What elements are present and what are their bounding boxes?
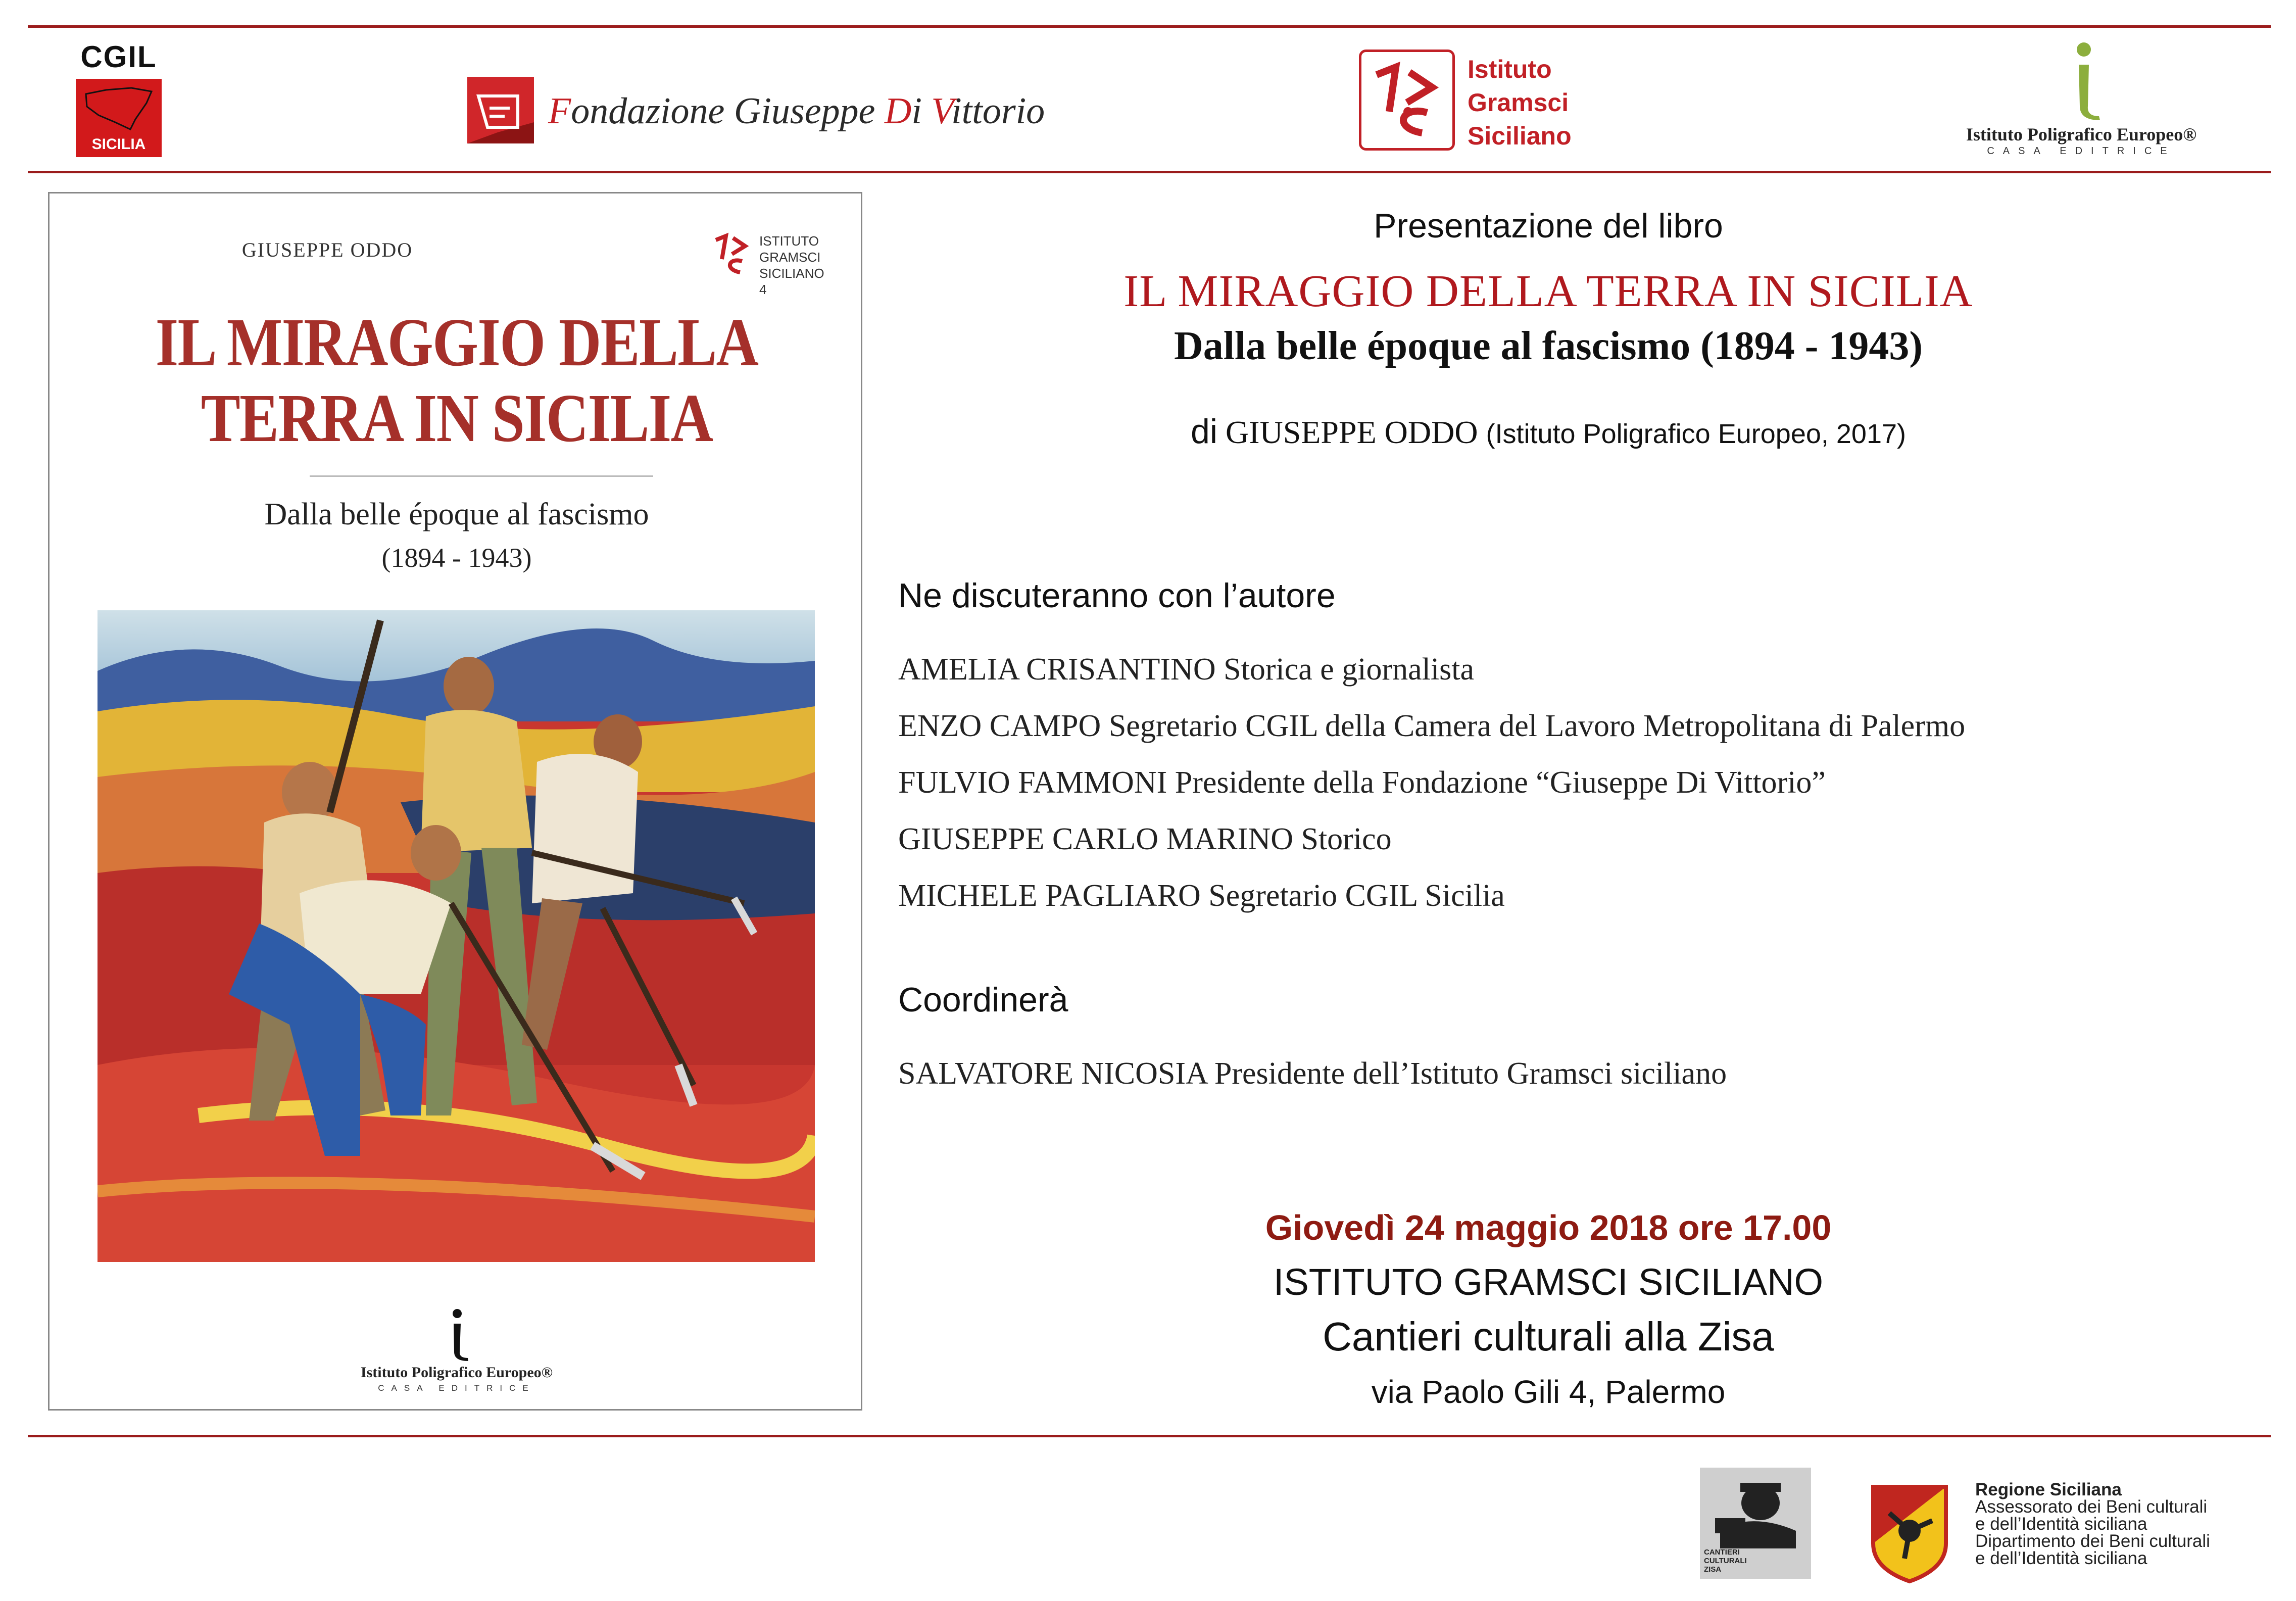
regione-shield-icon xyxy=(1869,1483,1950,1584)
discussant-role: Segretario CGIL della Camera del Lavoro Metropolitana di Palermo xyxy=(1108,709,1966,743)
discussant-role: Presidente della Fondazione “Giuseppe Di Vittorio” xyxy=(1175,765,1826,800)
coordinator-role: Presidente dell’Istituto Gramsci siciliano xyxy=(1214,1056,1727,1091)
cantieri-figure-icon xyxy=(1700,1468,1811,1548)
discussant-item xyxy=(898,765,1826,801)
fondazione-name: Fondazione Giuseppe Di Vittorio xyxy=(548,90,1045,132)
igs-name: Istituto Gramsci Siciliano xyxy=(1468,55,1572,150)
top-rule xyxy=(28,25,2271,28)
regione-text: Regione Siciliana Assessorato dei Beni culturali e dell’Identità siciliana Dipartimento dei Beni culturali e dell’Identità siciliana xyxy=(1975,1480,2210,1568)
igs-mark-icon xyxy=(1359,50,1455,151)
cover-publisher xyxy=(50,1307,864,1393)
igs-small-icon xyxy=(709,229,754,289)
coordinator-item xyxy=(898,1056,1727,1092)
intro-label: Presentazione del libro xyxy=(1374,207,1723,245)
cover-painting xyxy=(97,610,815,1262)
event-venue: ISTITUTO GRAMSCI SICILIANO xyxy=(1273,1261,1824,1303)
header-rule xyxy=(28,171,2271,173)
cgil-region: SICILIA xyxy=(91,136,146,153)
discussant-name: AMELIA CRISANTINO xyxy=(898,652,1216,687)
event-date: Giovedì 24 maggio 2018 ore 17.00 xyxy=(1265,1208,1832,1247)
discussant-item xyxy=(898,878,1505,914)
book-cover xyxy=(48,192,862,1411)
cover-publisher-name: Istituto Poligrafico Europeo® xyxy=(360,1364,553,1381)
cgil-red-box xyxy=(76,79,162,157)
book-byline: di GIUSEPPE ODDO (Istituto Poligrafico Europeo, 2017) xyxy=(1191,412,1906,451)
byline-publisher: (Istituto Poligrafico Europeo, 2017) xyxy=(1486,419,1906,449)
poligrafico-i-icon xyxy=(2054,40,2114,121)
cantieri-text: CANTIERI CULTURALI ZISA xyxy=(1704,1548,1747,1574)
poligrafico-i-icon xyxy=(434,1307,480,1363)
discussant-item xyxy=(898,652,1474,688)
discussant-name: ENZO CAMPO xyxy=(898,709,1101,743)
discussant-item xyxy=(898,708,1965,744)
sicily-outline-icon xyxy=(76,79,162,139)
discussant-name: GIUSEPPE CARLO MARINO xyxy=(898,822,1293,856)
discussant-item xyxy=(898,821,1392,857)
cover-series-text: ISTITUTO GRAMSCI SICILIANO 4 xyxy=(759,233,824,297)
event-place: Cantieri culturali alla Zisa xyxy=(1323,1314,1774,1359)
discussant-role: Storica e giornalista xyxy=(1224,652,1474,687)
discussant-role: Segretario CGIL Sicilia xyxy=(1208,879,1505,913)
cover-series-badge xyxy=(709,229,860,315)
footer-rule xyxy=(28,1435,2271,1437)
discussant-name: MICHELE PAGLIARO xyxy=(898,879,1201,913)
coordinator-name: SALVATORE NICOSIA xyxy=(898,1056,1207,1091)
cover-title: IL MIRAGGIO DELLA TERRA IN SICILIA xyxy=(155,305,758,456)
cantieri-zisa-logo xyxy=(1700,1468,1811,1579)
fondazione-di-vittorio-logo xyxy=(467,76,1094,147)
book-title: IL MIRAGGIO DELLA TERRA IN SICILIA xyxy=(1123,266,1973,316)
coordinator-label: Coordinerà xyxy=(898,981,1068,1019)
istituto-poligrafico-logo xyxy=(1950,40,2213,159)
book-subtitle: Dalla belle époque al fascismo (1894 - 1943) xyxy=(1174,324,1923,368)
discussants-label: Ne discuteranno con l’autore xyxy=(898,576,1336,615)
event-address: via Paolo Gili 4, Palermo xyxy=(1371,1374,1726,1410)
cgil-logo xyxy=(73,39,164,158)
istituto-gramsci-logo xyxy=(1359,50,1642,156)
cover-publisher-sub: CASA EDITRICE xyxy=(378,1383,535,1393)
cover-subtitle: Dalla belle époque al fascismo xyxy=(264,497,649,531)
poligrafico-sub: CASA EDITRICE xyxy=(1987,145,2176,157)
cover-years: (1894 - 1943) xyxy=(381,543,532,573)
byline-author: GIUSEPPE ODDO xyxy=(1225,414,1478,450)
fondazione-mark-icon xyxy=(467,77,534,143)
cgil-word: CGIL xyxy=(80,40,157,74)
cover-divider xyxy=(310,475,653,477)
discussant-name: FULVIO FAMMONI xyxy=(898,765,1167,800)
discussant-role: Storico xyxy=(1301,822,1392,856)
cover-author: GIUSEPPE ODDO xyxy=(241,238,413,261)
poligrafico-name: Istituto Poligrafico Europeo® xyxy=(1966,124,2197,144)
